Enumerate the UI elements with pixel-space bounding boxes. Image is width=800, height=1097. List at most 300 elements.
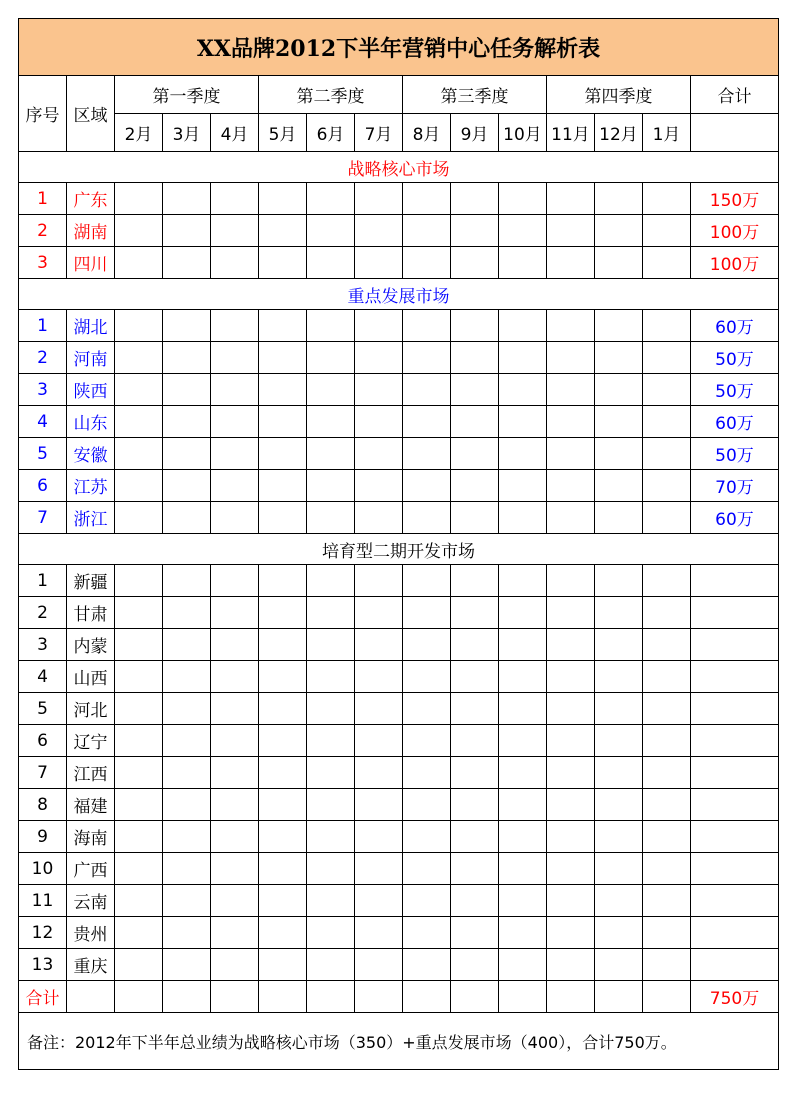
month-value-cell[interactable] [163,949,211,981]
month-value-cell[interactable] [163,597,211,629]
month-value-cell[interactable] [115,949,163,981]
month-value-cell[interactable] [451,917,499,949]
header-month: 3月 [163,114,211,152]
month-value-cell[interactable] [163,438,211,470]
month-value-cell[interactable] [211,597,259,629]
month-value-cell[interactable] [595,853,643,885]
month-value-cell[interactable] [499,247,547,279]
month-value-cell[interactable] [403,565,451,597]
month-value-cell[interactable] [547,949,595,981]
month-value-cell[interactable] [595,821,643,853]
month-value-cell[interactable] [115,597,163,629]
month-value-cell[interactable] [163,502,211,534]
month-value-cell[interactable] [403,597,451,629]
month-value-cell[interactable] [115,438,163,470]
month-value-cell[interactable] [115,981,163,1013]
month-value-cell[interactable] [307,725,355,757]
month-value-cell[interactable] [115,502,163,534]
month-value-cell[interactable] [499,885,547,917]
month-value-cell[interactable] [115,725,163,757]
month-value-cell[interactable] [259,215,307,247]
month-value-cell[interactable] [211,853,259,885]
month-value-cell[interactable] [163,247,211,279]
month-value-cell[interactable] [403,629,451,661]
month-value-cell[interactable] [115,757,163,789]
month-value-cell[interactable] [211,183,259,215]
month-value-cell[interactable] [211,565,259,597]
month-value-cell[interactable] [259,725,307,757]
month-value-cell[interactable] [211,789,259,821]
month-value-cell[interactable] [451,342,499,374]
month-value-cell[interactable] [307,342,355,374]
month-value-cell[interactable] [499,215,547,247]
month-value-cell[interactable] [451,661,499,693]
month-value-cell[interactable] [547,629,595,661]
month-value-cell[interactable] [307,629,355,661]
month-value-cell[interactable] [115,821,163,853]
month-value-cell[interactable] [307,438,355,470]
month-value-cell[interactable] [259,821,307,853]
month-value-cell[interactable] [403,917,451,949]
month-value-cell[interactable] [643,502,691,534]
month-value-cell[interactable] [451,470,499,502]
month-value-cell[interactable] [307,247,355,279]
month-value-cell[interactable] [355,725,403,757]
month-value-cell[interactable] [595,247,643,279]
month-value-cell[interactable] [547,183,595,215]
month-value-cell[interactable] [451,629,499,661]
month-value-cell[interactable] [595,502,643,534]
month-value-cell[interactable] [259,502,307,534]
month-value-cell[interactable] [595,342,643,374]
month-value-cell[interactable] [643,470,691,502]
month-value-cell[interactable] [643,374,691,406]
month-value-cell[interactable] [163,725,211,757]
month-value-cell[interactable] [451,853,499,885]
month-value-cell[interactable] [451,374,499,406]
month-value-cell[interactable] [547,310,595,342]
month-value-cell[interactable] [211,374,259,406]
month-value-cell[interactable] [355,438,403,470]
month-value-cell[interactable] [499,374,547,406]
month-value-cell[interactable] [115,470,163,502]
month-value-cell[interactable] [163,789,211,821]
month-value-cell[interactable] [643,183,691,215]
month-value-cell[interactable] [403,438,451,470]
month-value-cell[interactable] [547,661,595,693]
month-value-cell[interactable] [355,565,403,597]
month-value-cell[interactable] [595,215,643,247]
row-seq: 2 [19,597,67,629]
month-value-cell[interactable] [499,789,547,821]
month-value-cell[interactable] [115,183,163,215]
month-value-cell[interactable] [259,374,307,406]
month-value-cell[interactable] [355,885,403,917]
month-value-cell[interactable] [643,342,691,374]
month-value-cell[interactable] [307,853,355,885]
month-value-cell[interactable] [403,247,451,279]
month-value-cell[interactable] [643,821,691,853]
month-value-cell[interactable] [547,470,595,502]
month-value-cell[interactable] [211,215,259,247]
month-value-cell[interactable] [499,661,547,693]
month-value-cell[interactable] [451,789,499,821]
month-value-cell[interactable] [259,917,307,949]
month-value-cell[interactable] [547,853,595,885]
month-value-cell[interactable] [547,821,595,853]
month-value-cell[interactable] [355,342,403,374]
month-value-cell[interactable] [451,438,499,470]
month-value-cell[interactable] [307,183,355,215]
month-value-cell[interactable] [403,310,451,342]
month-value-cell[interactable] [595,917,643,949]
month-value-cell[interactable] [499,629,547,661]
month-value-cell[interactable] [355,853,403,885]
month-value-cell[interactable] [499,342,547,374]
month-value-cell[interactable] [643,789,691,821]
month-value-cell[interactable] [643,885,691,917]
month-value-cell[interactable] [355,597,403,629]
month-value-cell[interactable] [355,310,403,342]
month-value-cell[interactable] [163,661,211,693]
month-value-cell[interactable] [499,693,547,725]
month-value-cell[interactable] [115,885,163,917]
month-value-cell[interactable] [403,821,451,853]
month-value-cell[interactable] [211,342,259,374]
month-value-cell[interactable] [643,565,691,597]
month-value-cell[interactable] [451,247,499,279]
month-value-cell[interactable] [163,917,211,949]
month-value-cell[interactable] [643,629,691,661]
month-value-cell[interactable] [307,789,355,821]
month-value-cell[interactable] [595,406,643,438]
month-value-cell[interactable] [595,885,643,917]
row-seq: 4 [19,661,67,693]
month-value-cell[interactable] [163,183,211,215]
month-value-cell[interactable] [115,853,163,885]
month-value-cell[interactable] [643,853,691,885]
month-value-cell[interactable] [355,629,403,661]
month-value-cell[interactable] [355,502,403,534]
month-value-cell[interactable] [307,693,355,725]
month-value-cell[interactable] [403,693,451,725]
month-value-cell[interactable] [259,885,307,917]
month-value-cell[interactable] [259,470,307,502]
month-value-cell[interactable] [595,374,643,406]
month-value-cell[interactable] [211,725,259,757]
month-value-cell[interactable] [259,565,307,597]
month-value-cell[interactable] [259,949,307,981]
month-value-cell[interactable] [595,310,643,342]
month-value-cell[interactable] [163,981,211,1013]
month-value-cell[interactable] [499,597,547,629]
month-value-cell[interactable] [163,374,211,406]
month-value-cell[interactable] [547,757,595,789]
month-value-cell[interactable] [499,853,547,885]
month-value-cell[interactable] [259,247,307,279]
month-value-cell[interactable] [259,342,307,374]
month-value-cell[interactable] [595,183,643,215]
month-value-cell[interactable] [595,629,643,661]
month-value-cell[interactable] [403,725,451,757]
month-value-cell[interactable] [547,597,595,629]
month-value-cell[interactable] [547,981,595,1013]
month-value-cell[interactable] [115,565,163,597]
month-value-cell[interactable] [163,885,211,917]
row-seq: 7 [19,502,67,534]
month-value-cell[interactable] [163,853,211,885]
month-value-cell[interactable] [403,757,451,789]
month-value-cell[interactable] [547,789,595,821]
month-value-cell[interactable] [643,693,691,725]
month-value-cell[interactable] [163,821,211,853]
month-value-cell[interactable] [643,597,691,629]
month-value-cell[interactable] [595,693,643,725]
month-value-cell[interactable] [163,310,211,342]
month-value-cell[interactable] [451,725,499,757]
month-value-cell[interactable] [307,215,355,247]
month-value-cell[interactable] [403,885,451,917]
month-value-cell[interactable] [499,470,547,502]
month-value-cell[interactable] [211,917,259,949]
month-value-cell[interactable] [307,597,355,629]
month-value-cell[interactable] [259,661,307,693]
month-value-cell[interactable] [547,565,595,597]
month-value-cell[interactable] [403,374,451,406]
month-value-cell[interactable] [595,757,643,789]
month-value-cell[interactable] [307,406,355,438]
month-value-cell[interactable] [547,374,595,406]
month-value-cell[interactable] [307,310,355,342]
month-value-cell[interactable] [307,949,355,981]
month-value-cell[interactable] [499,757,547,789]
month-value-cell[interactable] [499,725,547,757]
month-value-cell[interactable] [595,438,643,470]
month-value-cell[interactable] [547,885,595,917]
month-value-cell[interactable] [259,438,307,470]
table-row [19,247,779,279]
month-value-cell[interactable] [115,406,163,438]
month-value-cell[interactable] [643,661,691,693]
month-value-cell[interactable] [595,661,643,693]
month-value-cell[interactable] [115,342,163,374]
month-value-cell[interactable] [403,949,451,981]
month-value-cell[interactable] [403,406,451,438]
month-value-cell[interactable] [211,821,259,853]
month-value-cell[interactable] [403,981,451,1013]
month-value-cell[interactable] [595,949,643,981]
month-value-cell[interactable] [451,949,499,981]
month-value-cell[interactable] [547,693,595,725]
month-value-cell[interactable] [643,215,691,247]
month-value-cell[interactable] [355,949,403,981]
month-value-cell[interactable] [211,981,259,1013]
month-value-cell[interactable] [307,502,355,534]
month-value-cell[interactable] [259,310,307,342]
month-value-cell[interactable] [115,693,163,725]
month-value-cell[interactable] [115,917,163,949]
month-value-cell[interactable] [595,597,643,629]
month-value-cell[interactable] [547,502,595,534]
month-value-cell[interactable] [307,821,355,853]
month-value-cell[interactable] [355,661,403,693]
month-value-cell[interactable] [643,725,691,757]
month-value-cell[interactable] [403,342,451,374]
row-total [691,757,779,789]
month-value-cell[interactable] [115,310,163,342]
month-value-cell[interactable] [499,949,547,981]
header-month: 2月 [115,114,163,152]
month-value-cell[interactable] [403,502,451,534]
month-value-cell[interactable] [643,438,691,470]
month-value-cell[interactable] [211,502,259,534]
month-value-cell[interactable] [115,215,163,247]
table-row [19,725,779,757]
month-value-cell[interactable] [643,247,691,279]
month-value-cell[interactable] [403,183,451,215]
month-value-cell[interactable] [403,215,451,247]
month-value-cell[interactable] [163,757,211,789]
month-value-cell[interactable] [355,981,403,1013]
month-value-cell[interactable] [163,470,211,502]
month-value-cell[interactable] [259,693,307,725]
month-value-cell[interactable] [355,821,403,853]
month-value-cell[interactable] [499,183,547,215]
month-value-cell[interactable] [211,661,259,693]
month-value-cell[interactable] [355,757,403,789]
month-value-cell[interactable] [451,885,499,917]
month-value-cell[interactable] [547,215,595,247]
month-value-cell[interactable] [547,917,595,949]
month-value-cell[interactable] [259,629,307,661]
table-row [19,693,779,725]
month-value-cell[interactable] [643,310,691,342]
month-value-cell[interactable] [547,725,595,757]
month-value-cell[interactable] [259,789,307,821]
month-value-cell[interactable] [499,502,547,534]
month-value-cell[interactable] [451,693,499,725]
month-value-cell[interactable] [211,470,259,502]
month-value-cell[interactable] [355,789,403,821]
month-value-cell[interactable] [643,406,691,438]
month-value-cell[interactable] [211,757,259,789]
month-value-cell[interactable] [499,917,547,949]
month-value-cell[interactable] [355,183,403,215]
month-value-cell[interactable] [643,917,691,949]
month-value-cell[interactable] [499,406,547,438]
month-value-cell[interactable] [595,981,643,1013]
month-value-cell[interactable] [643,757,691,789]
month-value-cell[interactable] [163,342,211,374]
month-value-cell[interactable] [259,183,307,215]
month-value-cell[interactable] [259,597,307,629]
month-value-cell[interactable] [259,757,307,789]
month-value-cell[interactable] [499,438,547,470]
month-value-cell[interactable] [451,565,499,597]
month-value-cell[interactable] [451,310,499,342]
month-value-cell[interactable] [403,661,451,693]
month-value-cell[interactable] [115,629,163,661]
month-value-cell[interactable] [451,757,499,789]
month-value-cell[interactable] [307,917,355,949]
month-value-cell[interactable] [211,885,259,917]
month-value-cell[interactable] [451,981,499,1013]
month-value-cell[interactable] [115,247,163,279]
month-value-cell[interactable] [115,374,163,406]
month-value-cell[interactable] [451,183,499,215]
row-total: 50万 [691,438,779,470]
month-value-cell[interactable] [451,215,499,247]
month-value-cell[interactable] [451,821,499,853]
month-value-cell[interactable] [163,565,211,597]
month-value-cell[interactable] [211,406,259,438]
month-value-cell[interactable] [451,502,499,534]
month-value-cell[interactable] [115,789,163,821]
month-value-cell[interactable] [595,725,643,757]
month-value-cell[interactable] [163,629,211,661]
month-value-cell[interactable] [211,629,259,661]
month-value-cell[interactable] [259,853,307,885]
month-value-cell[interactable] [211,438,259,470]
month-value-cell[interactable] [115,661,163,693]
month-value-cell[interactable] [355,917,403,949]
month-value-cell[interactable] [211,310,259,342]
month-value-cell[interactable] [259,981,307,1013]
month-value-cell[interactable] [355,247,403,279]
month-value-cell[interactable] [355,215,403,247]
month-value-cell[interactable] [451,597,499,629]
table-row [19,374,779,406]
month-value-cell[interactable] [595,565,643,597]
month-value-cell[interactable] [307,757,355,789]
month-value-cell[interactable] [163,406,211,438]
month-value-cell[interactable] [643,949,691,981]
month-value-cell[interactable] [307,885,355,917]
month-value-cell[interactable] [355,470,403,502]
month-value-cell[interactable] [163,215,211,247]
month-value-cell[interactable] [643,981,691,1013]
month-value-cell[interactable] [307,981,355,1013]
month-value-cell[interactable] [403,853,451,885]
month-value-cell[interactable] [547,406,595,438]
month-value-cell[interactable] [595,470,643,502]
month-value-cell[interactable] [499,310,547,342]
month-value-cell[interactable] [595,789,643,821]
sheet-title: XX品牌2012下半年营销中心任务解析表 [19,19,779,76]
month-value-cell[interactable] [355,693,403,725]
month-value-cell[interactable] [547,438,595,470]
month-value-cell[interactable] [307,565,355,597]
month-value-cell[interactable] [307,470,355,502]
month-value-cell[interactable] [163,693,211,725]
month-value-cell[interactable] [355,406,403,438]
month-value-cell[interactable] [307,374,355,406]
month-value-cell[interactable] [211,247,259,279]
month-value-cell[interactable] [403,470,451,502]
month-value-cell[interactable] [499,981,547,1013]
month-value-cell[interactable] [451,406,499,438]
month-value-cell[interactable] [499,565,547,597]
month-value-cell[interactable] [403,789,451,821]
month-value-cell[interactable] [259,406,307,438]
month-value-cell[interactable] [547,247,595,279]
month-value-cell[interactable] [211,693,259,725]
month-value-cell[interactable] [547,342,595,374]
month-value-cell[interactable] [499,821,547,853]
month-value-cell[interactable] [355,374,403,406]
month-value-cell[interactable] [211,949,259,981]
month-value-cell[interactable] [307,661,355,693]
